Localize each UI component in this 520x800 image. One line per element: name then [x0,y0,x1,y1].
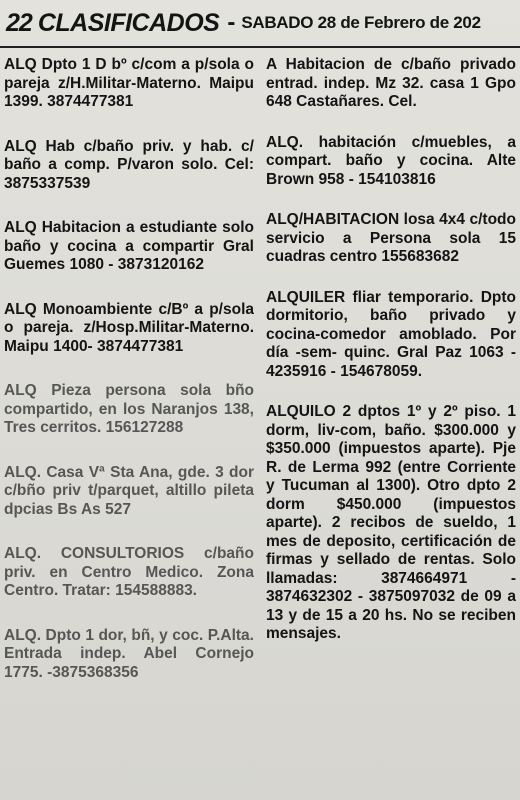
page-header [0,0,520,46]
section-title: CLASIFICADOS [37,8,220,37]
classified-ad: ALQ Dpto 1 D bº c/com a p/sola o pareja z/H.Militar-Materno. Maipu 1399. 3874477381 [4,56,254,110]
classified-ad: ALQ Hab c/baño priv. y hab. c/ baño a comp. P/varon solo. Cel: 3875337539 [4,137,254,192]
classifieds-column-left [4,56,254,800]
page-number: 22 [6,8,32,37]
classified-ad: ALQ. CONSULTORIOS c/baño priv. en Centro Medico. Zona Centro. Tratar: 154588883. [4,545,254,599]
classified-ad: ALQ/HABITACION losa 4x4 c/todo servicio a Persona sola 15 cuadras centro 155683682 [266,211,516,265]
header-rule [0,46,520,48]
classified-ad: ALQUILER fliar temporario. Dpto dormitorio, baño privado y cocina-comedor amoblado. Por día -sem- quinc. Gral Paz 1063 - 4235916 - 154678059. [266,288,516,380]
classified-ad: A Habitacion de c/baño privado entrad. indep. Mz 32. casa 1 Gpo 648 Castañares. Cel. [266,56,516,110]
classified-ad: ALQ Habitacion a estudiante solo baño y cocina a compartir Gral Guemes 1080 - 3873120162 [4,219,254,273]
classified-ad: ALQUILO 2 dptos 1º y 2º piso. 1 dorm, liv-com, baño. $300.000 y $350.000 (impuestos aparte). Pje R. de Lerma 992 (entre Corriente y Tucuman al 1300). Otro dpto 2 dorm $450.000 (impuestos aparte). 2 recibos de sueldo, 1 mes de deposito, certificación de firmas y sellado de rentas. Solo llamadas: 3874664971 - 3874632302 - 3875097032 de 09 a 13 y de 15 a 20 hs. No se reciben mensajes. [266,403,516,642]
header-separator: - [227,9,236,36]
classified-ad: ALQ Monoambiente c/Bº a p/sola o pareja. z/Hosp.Militar-Materno. Maipu 1400- 3874477381 [4,300,254,355]
classified-ad: ALQ. habitación c/muebles, a compart. baño y cocina. Alte Brown 958 - 154103816 [266,133,516,188]
edition-date: SABADO 28 de Febrero de 202 [241,13,481,32]
classifieds-column-right [266,56,516,800]
classified-ad: ALQ Pieza persona sola bño compartido, en los Naranjos 138, Tres cerritos. 156127288 [4,382,254,436]
classified-ad: ALQ. Casa Vª Sta Ana, gde. 3 dor c/bño priv t/parquet, altillo pileta dpcias Bs As 527 [4,463,254,518]
classified-ad: ALQ. Dpto 1 dor, bñ, y coc. P.Alta. Entrada indep. Abel Cornejo 1775. -3875368356 [4,626,254,681]
